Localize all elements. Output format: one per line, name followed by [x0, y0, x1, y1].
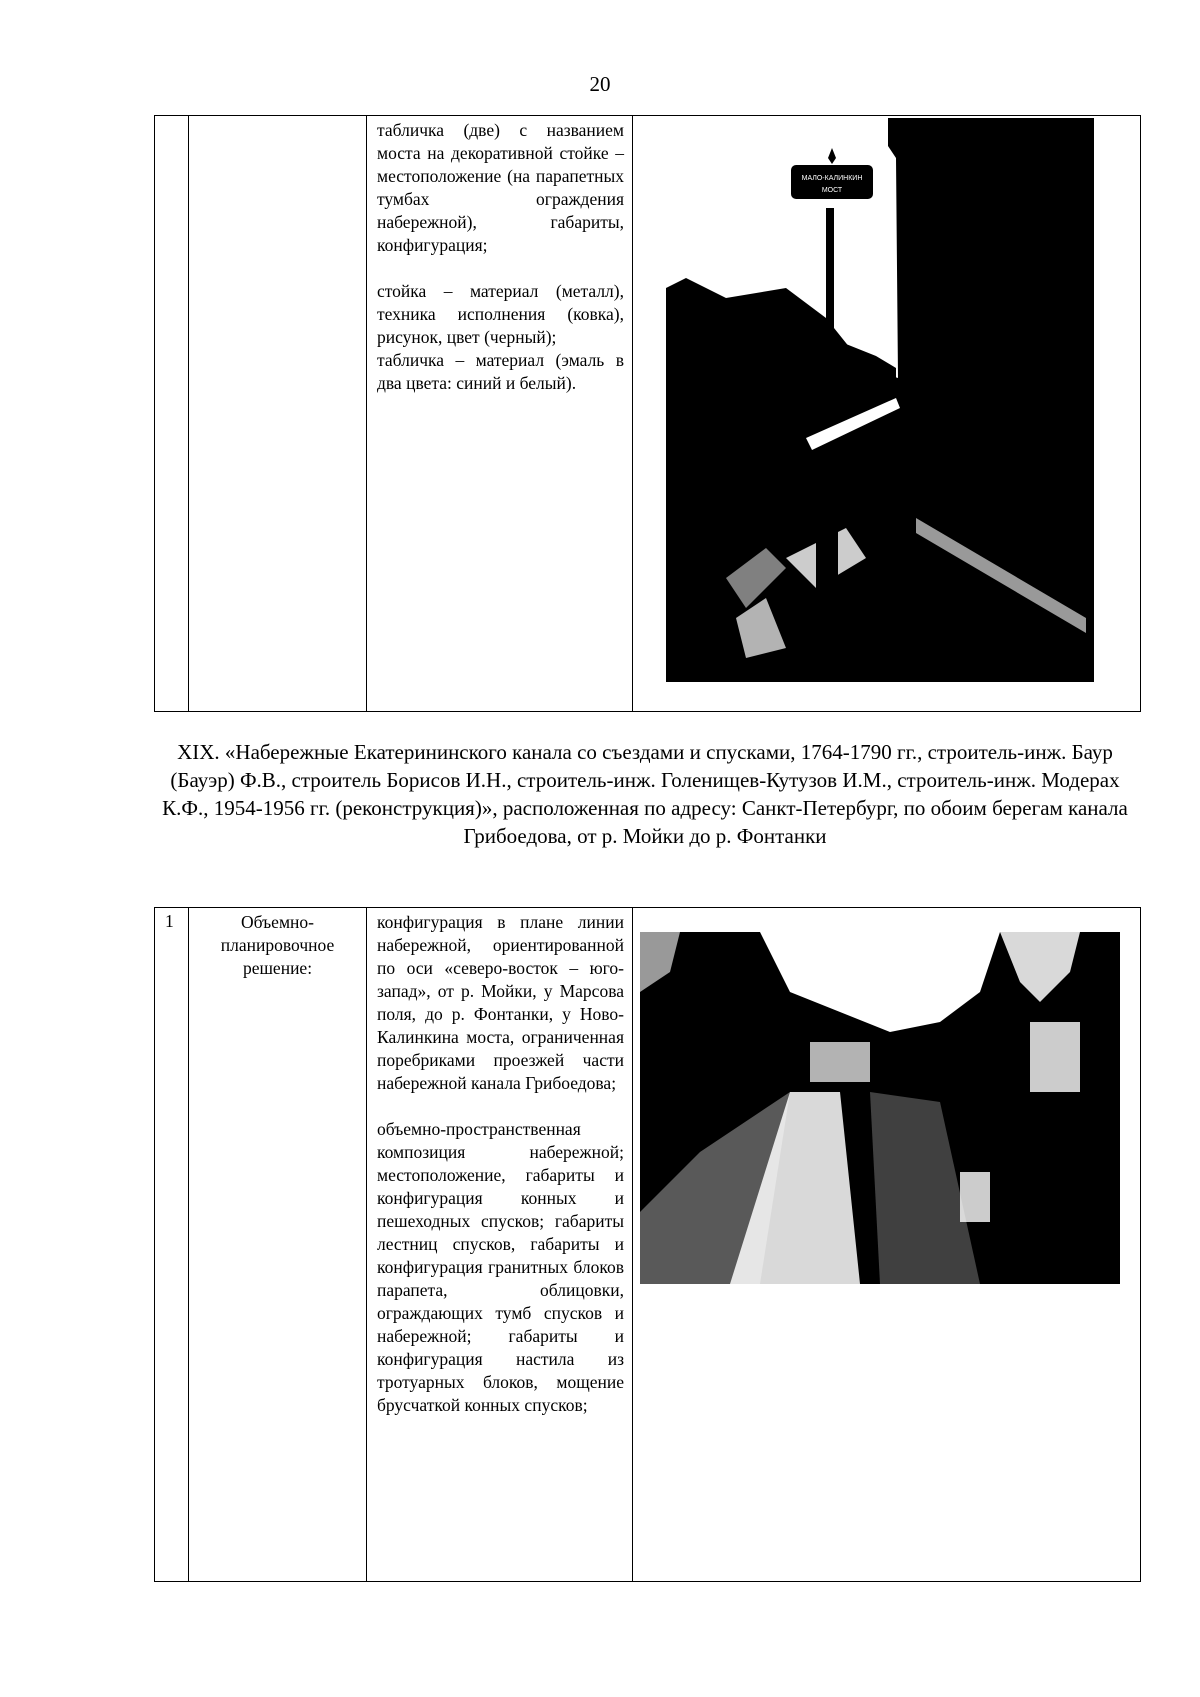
description-text: конфигурация в плане линии набережной, ориентированной по оси «северо-восток – юго-запад», от р. Мойки, у Марсова поля, до р. Фонтанки, у Ново-Калинкина моста, ограниченная поребриками проезжей части набережной канала Грибоедова;	[377, 912, 624, 1093]
criteria-cell	[189, 908, 367, 1582]
number-cell	[155, 908, 189, 1582]
section-heading: XIX. «Набережные Екатерининского канала со съездами и спусками, 1764-1790 гг., строитель-инж. Баур (Бауэр) Ф.В., строитель Борисов И.Н., строитель-инж. Голенищев-Кутузов И.М., строитель-инж. Модерах К.Ф., 1954-1956 гг. (реконструкция)», расположенная по адресу: Санкт-Петербург, по обоим берегам канала Грибоедова, от р. Мойки до р. Фонтанки	[162, 740, 1128, 848]
sign-text: МОСТ	[821, 187, 843, 194]
number-cell	[155, 116, 189, 712]
row-number: 1	[165, 911, 174, 931]
description-cell	[367, 908, 633, 1582]
description-text: стойка – материал (металл), техника исполнения (ковка), рисунок, цвет (черный);	[377, 281, 624, 347]
page-number: 20	[589, 72, 611, 96]
description-cell	[367, 116, 633, 712]
sign-text: МАЛО-КАЛИНКИН	[801, 175, 863, 182]
criteria-cell	[189, 116, 367, 712]
bridge-sign-photo	[666, 118, 1094, 682]
description-text: объемно-пространственная композиция набережной; местоположение, габариты и конфигурация конных и пешеходных спусков; габариты лестниц спусков, габариты и конфигурация гранитных блоков парапета, облицовки, ограждающих тумб спусков и набережной; габариты и конфигурация настила из тротуарных блоков, мощение брусчаткой конных спусков;	[377, 1119, 624, 1415]
criteria-text: Объемно-планировочное решение:	[220, 912, 335, 978]
description-text: табличка (две) с названием моста на декоративной стойке – местоположение (на парапетных тумбах ограждения набережной), габариты, конфигурация;	[377, 120, 624, 255]
embankment-photo	[640, 932, 1120, 1284]
description-text: табличка – материал (эмаль в два цвета: синий и белый).	[377, 350, 624, 393]
